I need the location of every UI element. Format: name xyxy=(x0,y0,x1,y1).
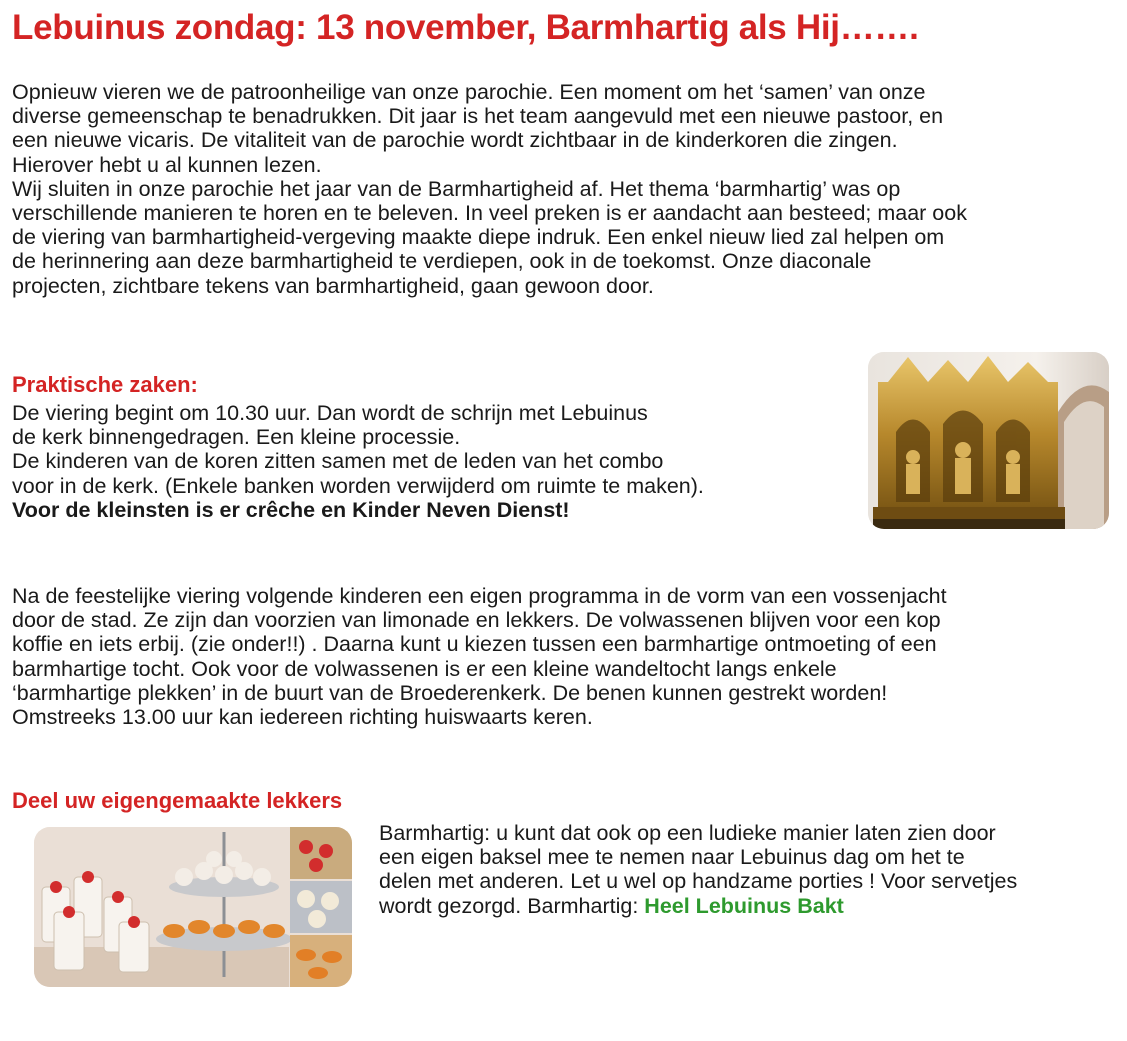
text-line: Hierover hebt u al kunnen lezen. xyxy=(12,152,322,177)
text-line: diverse gemeenschap te benadrukken. Dit jaar is het team aangevuld met een nieuwe pastoor, en xyxy=(12,104,944,129)
slogan-highlight: Heel Lebuinus Bakt xyxy=(644,893,844,918)
baking-illustration xyxy=(34,827,352,987)
text-line: voor in de kerk. (Enkele banken worden verwijderd om ruimte te maken). xyxy=(12,473,704,498)
text-fragment: wordt gezorgd. Barmhartig: xyxy=(379,893,645,918)
text-line: Na de feestelijke viering volgende kinderen een eigen programma in de vorm van een vossenjacht xyxy=(12,584,947,608)
text-line: Barmhartig: u kunt dat ook op een ludieke manier laten zien door xyxy=(379,821,996,845)
text-line: delen met anderen. Let u wel op handzame porties ! Voor servetjes xyxy=(379,869,1018,894)
text-line: een nieuwe vicaris. De vitaliteit van de parochie wordt zichtbaar in de kinderkoren die zingen. xyxy=(12,128,898,153)
intro-paragraph xyxy=(12,80,967,298)
practical-heading: Praktische zaken: xyxy=(12,372,198,397)
text-line: door de stad. Ze zijn dan voorzien van limonade en lekkers. De volwassenen blijven voor een kop xyxy=(12,608,941,633)
text-line: ‘barmhartige plekken’ in de buurt van de Broederenkerk. De benen kunnen gestrekt worden! xyxy=(12,680,888,705)
text-line-final xyxy=(379,894,1017,918)
shrine-illustration xyxy=(868,352,1109,529)
program-paragraph xyxy=(12,584,947,729)
text-line: de herinnering aan deze barmhartigheid te verdiepen, ook in de toekomst. Onze diaconale xyxy=(12,249,872,274)
text-line: barmhartige tocht. Ook voor de volwassenen is er een kleine wandeltocht langs enkele xyxy=(12,656,837,681)
text-line: Opnieuw vieren we de patroonheilige van onze parochie. Een moment om het ‘samen’ van onze xyxy=(12,80,926,104)
practical-paragraph xyxy=(12,401,704,522)
text-line: De viering begint om 10.30 uur. Dan wordt de schrijn met Lebuinus xyxy=(12,401,648,425)
text-line: De kinderen van de koren zitten samen met de leden van het combo xyxy=(12,449,664,474)
baking-photo xyxy=(34,827,352,987)
text-line: de kerk binnengedragen. Een kleine processie. xyxy=(12,425,461,450)
creche-notice: Voor de kleinsten is er crêche en Kinder Neven Dienst! xyxy=(12,497,570,522)
page-title: Lebuinus zondag: 13 november, Barmhartig als Hij……. xyxy=(12,8,919,47)
text-line: projecten, zichtbare tekens van barmhartigheid, gaan gewoon door. xyxy=(12,273,654,298)
text-line: Omstreeks 13.00 uur kan iedereen richting huiswaarts keren. xyxy=(12,705,593,730)
share-paragraph xyxy=(379,821,1017,918)
shrine-photo xyxy=(868,352,1109,529)
text-line: koffie en iets erbij. (zie onder!!) . Daarna kunt u kiezen tussen een barmhartige ontmoeting of een xyxy=(12,632,937,657)
share-heading: Deel uw eigengemaakte lekkers xyxy=(12,788,343,813)
text-line: Wij sluiten in onze parochie het jaar van de Barmhartigheid af. Het thema ‘barmhartig’ was op xyxy=(12,176,901,201)
text-line: een eigen baksel mee te nemen naar Lebuinus dag om het te xyxy=(379,845,965,870)
text-line: de viering van barmhartigheid-vergeving maakte diepe indruk. Een enkel nieuw lied zal helpen om xyxy=(12,225,945,250)
text-line: verschillende manieren te horen en te beleven. In veel preken is er aandacht aan besteed; maar ook xyxy=(12,201,967,226)
